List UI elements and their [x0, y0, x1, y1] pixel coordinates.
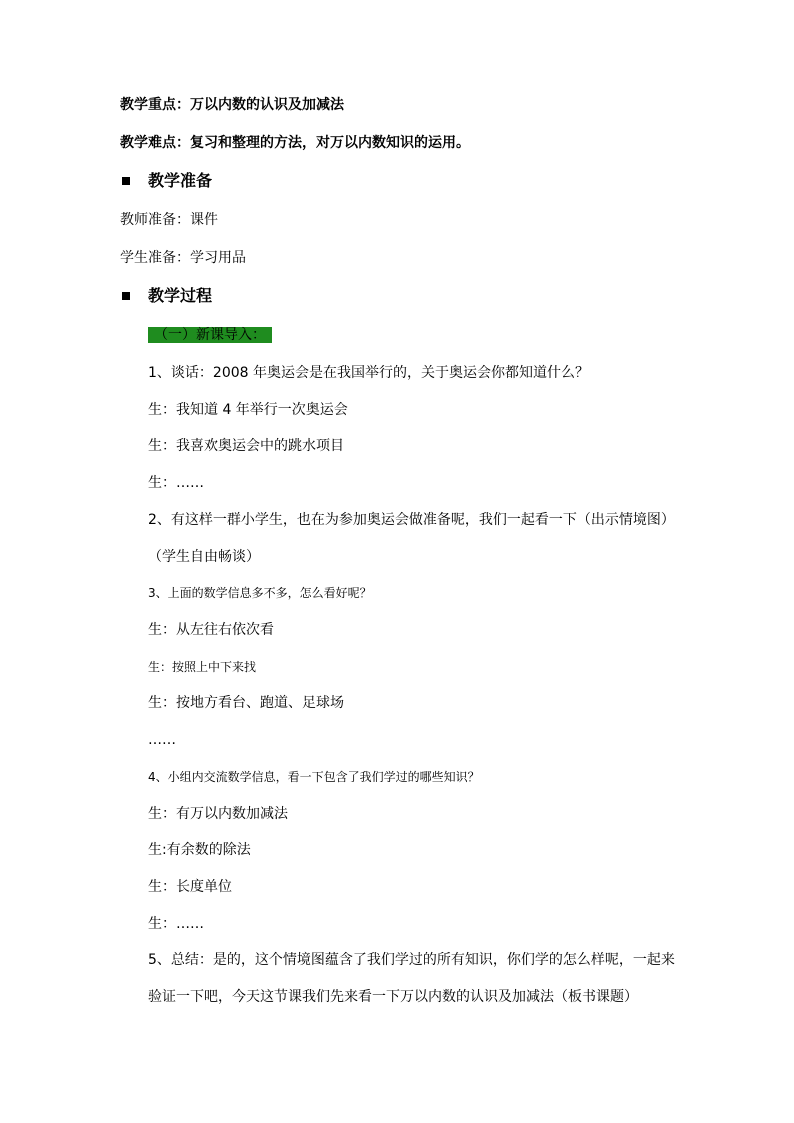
- section-title-highlight: （一）新课导入：: [148, 327, 272, 343]
- teacher-prep: 教师准备：课件: [120, 212, 218, 228]
- process-line: 生：按地方看台、跑道、足球场: [148, 695, 344, 711]
- process-line: 生:有余数的除法: [148, 842, 251, 858]
- process-line: 验证一下吧，今天这节课我们先来看一下万以内数的认识及加减法（板书课题）: [148, 989, 638, 1005]
- process-line: 生：我知道 4 年举行一次奥运会: [148, 402, 348, 418]
- section-title: [148, 326, 272, 344]
- process-line: 3、上面的数学信息多不多，怎么看好呢？: [148, 586, 372, 600]
- difficult-point-line: [120, 134, 470, 152]
- process-line: 生：长度单位: [148, 879, 232, 895]
- process-line: 2、有这样一群小学生，也在为参加奥运会做准备呢，我们一起看一下（出示情境图）: [148, 512, 675, 528]
- key-point-label: 教学重点：: [120, 97, 190, 113]
- bullet-square-icon: [122, 177, 130, 185]
- process-line: 生：从左往右依次看: [148, 622, 274, 638]
- key-point-line: [120, 96, 344, 114]
- difficult-point-label: 教学难点：: [120, 135, 190, 151]
- key-point-text: 万以内数的认识及加减法: [190, 97, 344, 113]
- process-line: 生：有万以内数加减法: [148, 806, 288, 822]
- process-line: 1、谈话：2008 年奥运会是在我国举行的，关于奥运会你都知道什么？: [148, 365, 589, 381]
- process-line: 生：……: [148, 475, 204, 491]
- bullet-square-icon: [122, 292, 130, 300]
- process-heading: 教学过程: [148, 286, 213, 305]
- process-line: 生：按照上中下来找: [148, 660, 257, 674]
- difficult-point-text: 复习和整理的方法，对万以内数知识的运用。: [190, 135, 470, 151]
- prep-heading: 教学准备: [148, 171, 213, 190]
- process-line: 生：我喜欢奥运会中的跳水项目: [148, 438, 344, 454]
- student-prep: 学生准备：学习用品: [120, 250, 246, 266]
- process-line: ……: [148, 732, 176, 748]
- process-line: 生：……: [148, 916, 204, 932]
- process-line: 4、小组内交流数学信息，看一下包含了我们学过的哪些知识？: [148, 770, 480, 784]
- process-line: 5、总结：是的，这个情境图蕴含了我们学过的所有知识，你们学的怎么样呢，一起来: [148, 952, 675, 968]
- process-line: （学生自由畅谈）: [148, 549, 260, 565]
